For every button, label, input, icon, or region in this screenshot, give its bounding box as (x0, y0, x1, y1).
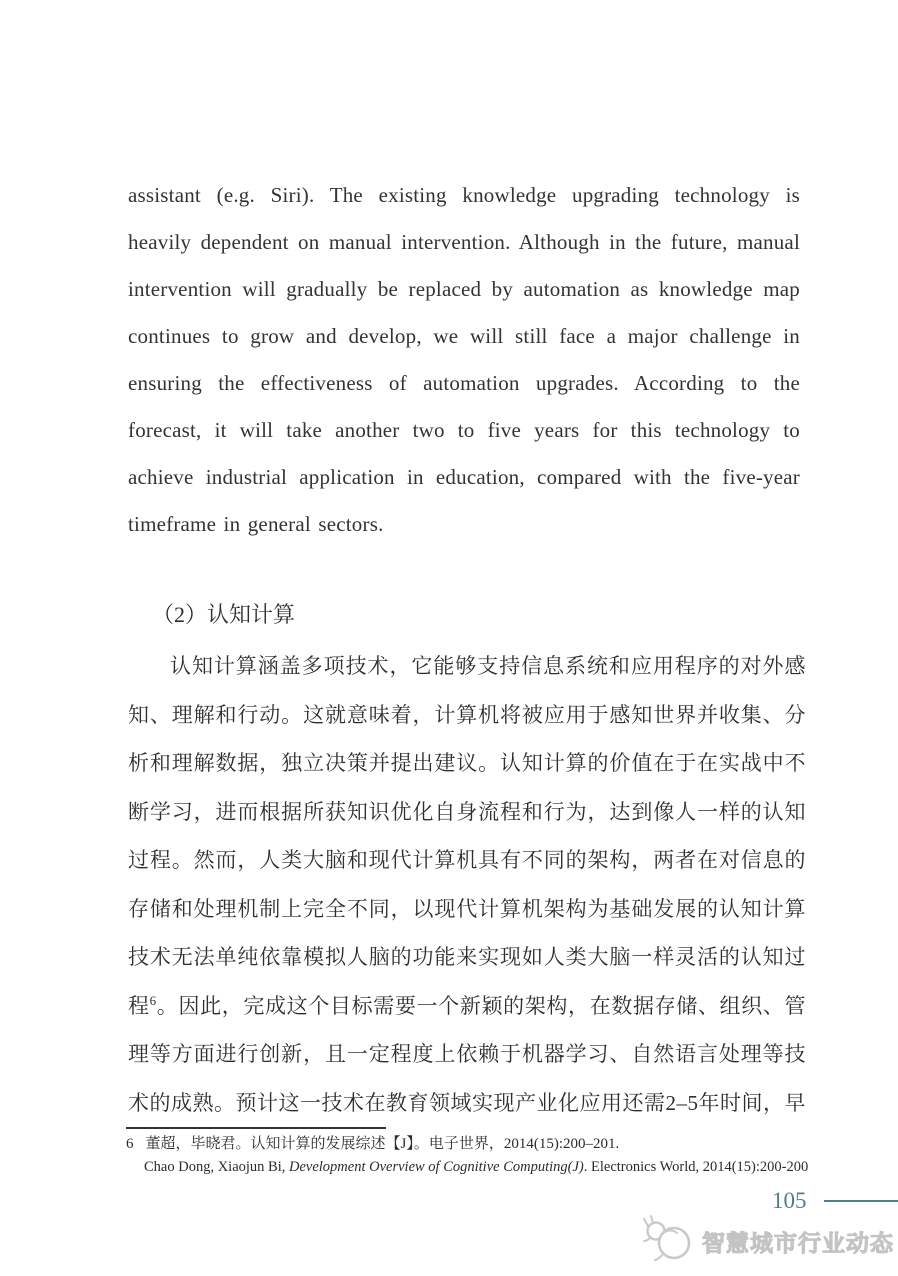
watermark-label: 智慧城市行业动态 (702, 1229, 894, 1256)
footnote-block (126, 1133, 826, 1178)
footnote-english-authors: Chao Dong, Xiaojun Bi, (144, 1159, 289, 1175)
footnote-reference: 6 (149, 992, 157, 1008)
chinese-paragraph-part1: 认知计算涵盖多项技术，它能够支持信息系统和应用程序的对外感知、理解和行动。这就意味着，计算机将被应用于感知世界并收集、分析和理解数据，独立决策并提出建议。认知计算的价值在于在实战中不断学习，进而根据所获知识优化自身流程和行为，达到像人一样的认知过程。然而，人类大脑和现代计算机具有不同的架构，两者在对信息的存储和处理机制上完全不同，以现代计算机架构为基础发展的认知计算技术无法单纯依靠模拟人脑的功能来实现如人类大脑一样灵活的认知过程 (128, 654, 806, 1018)
english-paragraph: assistant (e.g. Siri). The existing knowledge upgrading technology is heavily dependent on manual intervention. Although in the future, manual intervention will gradually be replaced by automation as knowledge map continues to grow and develop, we will still face a major challenge in ensuring the effectiveness of automation upgrades. According to the forecast, it will take another two to five years for this technology to achieve industrial application in education, compared with the five-year timeframe in general sectors. (128, 183, 800, 536)
page-number-rule (824, 1200, 898, 1202)
footnote-line-chinese (126, 1133, 826, 1156)
page-number: 105 (772, 1188, 807, 1213)
chinese-paragraph-part2: 。因此，完成这个目标需要一个新颖的架构，在数据存储、组织、管理等方面进行创新，且一定程度上依赖于机器学习、自然语言处理等技术的成熟。预计这一技术在教育领域实现产业化应用还需2–5年时间，早 (128, 993, 807, 1115)
watermark (641, 1214, 894, 1268)
chinese-paragraph (128, 642, 806, 1127)
footnote-line-english (144, 1156, 826, 1178)
footnote-chinese-text: 董超，毕晓君。认知计算的发展综述【J】。电子世界，2014(15):200–201. (145, 1136, 620, 1152)
section-heading: （2）认知计算 (152, 602, 296, 627)
footnote-english-title: Development Overview of Cognitive Computing(J) (289, 1159, 584, 1175)
footnote-divider (126, 1127, 386, 1129)
wechat-logo-icon (641, 1214, 695, 1269)
footnote-english-source: . Electronics World, 2014(15):200-200 (583, 1159, 809, 1175)
footnote-marker: 6 (126, 1136, 134, 1152)
